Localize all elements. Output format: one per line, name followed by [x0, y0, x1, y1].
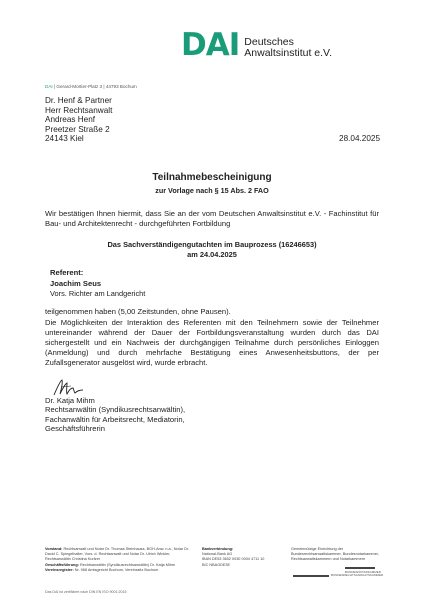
- footer-column-bank: [202, 547, 282, 568]
- sender-address: | Gerard-Mortier-Platz 3 | 44793 Bochum: [52, 84, 137, 89]
- footer-line: Bundesrechtsanwaltskammer, Bundesnotarkammer,: [291, 552, 379, 557]
- referent-name: Joachim Seus: [50, 279, 102, 288]
- logo-line-2: Anwaltsinstitut e.V.: [244, 47, 333, 59]
- certification-note: Das DAI ist zertifiziert nach DIN EN ISO 9001:2015: [45, 590, 127, 594]
- event-name: Das Sachverständigengutachten im Bauprozess (16246653): [107, 240, 317, 249]
- recipient-line: Preetzer Straße 2: [45, 124, 110, 134]
- footer-column-org: [291, 547, 391, 563]
- letter-date: 28.04.2025: [339, 134, 380, 143]
- footer-line: Gemeinnützige Einrichtung der: [291, 547, 344, 551]
- event-date: am 24.04.2025: [187, 249, 237, 259]
- signatory-name: Dr. Katja Mihm: [45, 396, 95, 405]
- footer-line: Rechtsanwaltskammern und Notarkammern: [291, 557, 366, 562]
- participation-line: teilgenommen haben (5,00 Zeitstunden, ohne Pausen).: [45, 307, 231, 316]
- intro-paragraph: Wir bestätigen Ihnen hiermit, dass Sie an der vom Deutschen Anwaltsinstitut e.V. - Fachinstitut für Bau- und Architektenrecht - durchgeführten Fortbildung: [45, 209, 379, 228]
- logo-mark: DAI: [181, 27, 240, 63]
- interaction-paragraph: Die Möglichkeiten der Interaktion des Referenten mit den Teilnehmern sowie der Teilnehmer untereinander während der Dauer der Fortbildungsveranstaltung wurden durch das DAI sichergestellt und ein Nachweis der durchgängigen Teilnahme durch persönliches Einloggen (Anmeldung) und durch mehrfache Bestätigung eines Anwesenheitsbuttons, der per Zufallsgenerator ausgelöst wird, wurde erbracht.: [45, 318, 379, 367]
- brak-badge: BUNDESRECHTSANWALTSKAMMER: [293, 573, 383, 578]
- logo-text: [244, 37, 332, 59]
- referent-role: Vors. Richter am Landgericht: [50, 289, 146, 298]
- signatory-title: Geschäftsführerin: [45, 424, 105, 434]
- dai-logo: [181, 27, 333, 63]
- footer-line: Vereinsregister: Nr. 968 Amtsgericht Bochum, Vereinssitz Bochum: [45, 567, 159, 572]
- footer-column-board: [45, 547, 195, 573]
- referent-label: Referent:: [50, 268, 84, 277]
- event-block: [0, 240, 424, 259]
- footer-line: IBAN DE53 3602 0030 0004 4711 10: [202, 557, 265, 562]
- footer-line: BIC NBAGDE3E: [202, 562, 231, 567]
- signature-image: [52, 378, 86, 398]
- footer-line: Bankverbindung:: [202, 547, 234, 551]
- sender-line: [45, 84, 137, 89]
- recipient-line: 24143 Kiel: [45, 134, 84, 144]
- footer-line: Vorstand: Rechtsanwalt und Notar Dr. Thomas Steinhauss, BGH-Anw. n.a., Notar Dr. David C. Spiegelhalter, Vors. d. Rechtsanwalt und Notar Dr. Ulrich Winkler, Rechtsanwältin Christina Kurtzer: [45, 547, 190, 562]
- recipient-address: [45, 96, 112, 144]
- signatory-title: Fachanwältin für Arbeitsrecht, Mediatorin,: [45, 414, 185, 424]
- bnotk-badge: BUNDESNOTARKAMMER: [345, 567, 381, 575]
- logo-line-1: Deutsches: [244, 36, 294, 48]
- signatory-title: Rechtsanwältin (Syndikusrechtsanwältin),: [45, 405, 186, 415]
- document-title: Teilnahmebescheinigung: [152, 172, 272, 183]
- bnotk-logo-bar-icon: [345, 567, 375, 569]
- sender-org: DAI: [45, 84, 53, 89]
- recipient-line: Andreas Henf: [45, 115, 96, 125]
- document-subtitle: zur Vorlage nach § 15 Abs. 2 FAO: [155, 186, 269, 195]
- recipient-line: Dr. Henf & Partner: [45, 96, 112, 105]
- signatory-block: [45, 396, 185, 434]
- recipient-line: Herr Rechtsanwalt: [45, 105, 113, 115]
- footer-line: National-Bank AG: [202, 552, 233, 557]
- brak-logo-bar-icon: [293, 575, 329, 577]
- footer-line: Geschäftsführung: Rechtsanwältin (Syndikusrechtsanwältin) Dr. Katja Mihm: [45, 562, 175, 567]
